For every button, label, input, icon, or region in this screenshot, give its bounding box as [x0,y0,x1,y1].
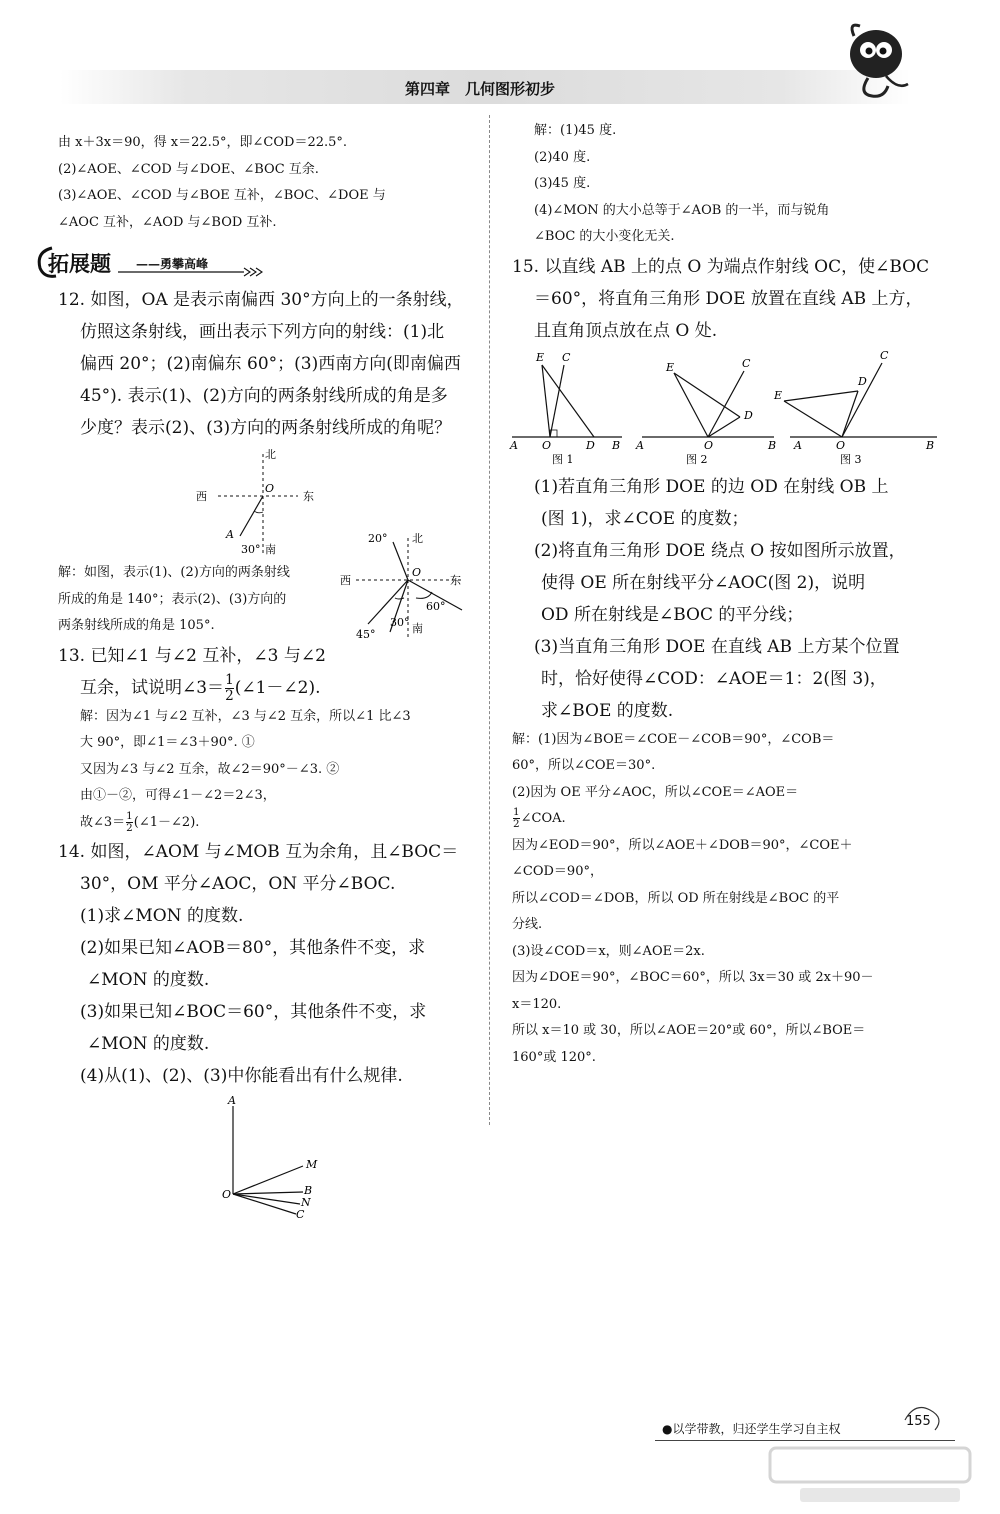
fig-label-b: B [612,438,621,452]
q12-line: 偏西 20°；(2)南偏东 60°；(3)西南方向(即南偏西 [80,354,461,374]
fraction [513,807,520,830]
fig-label-m: M [306,1158,318,1171]
q13-line: 13. 已知∠1 与∠2 互补，∠3 与∠2 [58,645,326,666]
q13-solution-post: (∠1－∠2). [133,814,200,830]
frac-den: 2 [225,687,234,704]
q14-line: 30°，OM 平分∠AOC，ON 平分∠BOC. [80,874,396,894]
fig-caption-3: 图 3 [840,452,862,466]
fig-label-west: 西 [340,574,351,587]
q12-solution-figure [338,528,473,648]
q13-solution-line: 又因为∠3 与∠2 互余，故∠2＝90°－∠3. ② [80,761,340,777]
q13-line-post: (∠1－∠2). [234,677,321,698]
fig-label-a: A [510,438,518,452]
q15-solution-line: 所以∠COD＝∠DOB，所以 OD 所在射线是∠BOC 的平 [512,890,840,906]
cont-line: ∠AOC 互补，∠AOD 与∠BOD 互补. [58,214,277,230]
fig-label-d: D [744,408,753,422]
q15-line: 15. 以直线 AB 上的点 O 为端点作射线 OC，使∠BOC [512,256,930,277]
fig-label-c: C [562,350,571,364]
q14-item: ∠MON 的度数. [87,1034,210,1054]
page-number: 155 [906,1414,931,1429]
q12-solution-line: 解：如图，表示(1)、(2)方向的两条射线 [58,565,290,580]
fig-label-east: 东 [450,574,461,587]
q15-item: 求∠BOE 的度数. [541,700,674,721]
fig-label-o: O [704,438,714,452]
q12-solution-block [58,532,473,641]
frac-num: 1 [126,809,133,822]
frac-post: ∠COA. [520,811,566,826]
q15-solution-line: 分线. [512,917,543,932]
q13-solution-last [58,810,473,837]
q15-item: OD 所在射线是∠BOC 的平分线； [541,604,804,625]
q15-solution-line: 因为∠EOD＝90°，所以∠AOE＋∠DOB＝90°，∠COE＋ [512,837,853,853]
q15-item: (1)若直角三角形 DOE 的边 OD 在射线 OB 上 [534,476,889,497]
q12-line: 仿照这条射线，画出表示下列方向的射线：(1)北 [80,322,445,342]
q13-solution-line: 解：因为∠1 与∠2 互补，∠3 与∠2 互余，所以∠1 比∠3 [80,708,411,724]
fig-label-30: 30° [390,616,410,629]
q13-solution-line: 大 90°，即∠1＝∠3＋90°. ① [80,735,255,750]
fig-label-e: E [774,388,783,402]
q15-solution-line: 解：(1)因为∠BOE＝∠COE－∠COB＝90°，∠COB＝ [512,731,835,747]
q15-item: 时，恰好使得∠COD：∠AOE＝1：2(图 3)， [541,668,887,689]
fig-label-e: E [536,350,545,364]
q15-line: 且直角顶点放在点 O 处. [534,320,718,341]
q14-solution-line: (2)40 度. [534,149,591,165]
fraction [225,673,234,703]
fig-label-o: O [222,1188,232,1201]
fig-label-north: 北 [412,532,423,545]
section-heading [38,246,473,280]
fig-label-angle: 30° [241,543,261,556]
q15-solution-line: 60°，所以∠COE＝30°. [512,758,656,773]
left-column [48,130,473,1221]
fig-label-60: 60° [426,600,446,613]
frac-den: 2 [513,818,520,830]
q12-line: 12. 如图，OA 是表示南偏西 30°方向上的一条射线， [58,290,464,310]
fig-label-c: C [880,348,889,362]
frac-num: 1 [225,672,234,689]
fig-label-b: B [768,438,777,452]
footer-slogan: ●以学带教，归还学生学习自主权 [662,1422,841,1436]
q14-item: (4)从(1)、(2)、(3)中你能看出有什么规律. [80,1066,403,1086]
q15-item: (3)当直角三角形 DOE 在直线 AB 上方某个位置 [534,636,900,657]
fig-label-south: 南 [412,622,423,635]
q12-solution-line: 所成的角是 140°；表示(2)、(3)方向的 [58,591,287,607]
q13-line-2 [58,672,473,704]
frac-num: 1 [513,806,520,819]
q14-solution-line: (3)45 度. [534,176,591,191]
q15-solution-line: x＝120. [512,996,562,1012]
q15-solution-line: (3)设∠COD＝x，则∠AOE＝2x. [512,943,705,959]
q12-line: 45°). 表示(1)、(2)方向的两条射线所成的角是多 [80,386,448,406]
fig-label-20: 20° [368,532,388,545]
q14-figure [58,1094,473,1219]
q15-solution-frac-line [512,806,947,833]
q12-line: 少度？表示(2)、(3)方向的两条射线所成的角呢？ [80,418,452,438]
fig-label-o: O [836,438,846,452]
fig-label-a: A [228,1094,236,1107]
page-corner-swirl-icon [900,1400,950,1440]
q14-solution-line: 解：(1)45 度. [534,123,617,138]
section-subtitle: ——勇攀高峰 [136,257,209,271]
frac-den: 2 [126,821,133,834]
q15-solution-line: 160°或 120°. [512,1049,596,1065]
q15-solution-line: 所以 x＝10 或 30，所以∠AOE＝20°或 60°，所以∠BOE＝ [512,1023,866,1038]
fig-label-e: E [666,360,675,374]
fig-label-d: D [858,374,867,388]
q13-solution-line: 由①－②，可得∠1－∠2＝2∠3， [80,788,276,803]
q15-item: 使得 OE 所在射线平分∠AOC(图 2)，说明 [541,572,866,593]
fig-label-o: O [412,566,422,579]
fig-caption-1: 图 1 [552,452,574,466]
section-title: 拓展题 [48,252,111,276]
q14-line: 14. 如图，∠AOM 与∠MOB 互为余角，且∠BOC＝ [58,842,459,862]
fraction [126,811,133,834]
fig-label-b: B [926,438,935,452]
cont-line: 由 x＋3x＝90，得 x＝22.5°，即∠COD＝22.5°. [58,135,348,150]
q13-line-pre: 互余，试说明∠3＝ [80,677,225,698]
fig-label-north: 北 [265,448,276,461]
q15-solution-line: (2)因为 OE 平分∠AOC，所以∠COE＝∠AOE＝ [512,784,799,800]
fig-caption-2: 图 2 [686,452,708,466]
fig-label-c: C [296,1208,305,1221]
q12-solution-line: 两条射线所成的角是 105°. [58,618,215,633]
cont-line: (3)∠AOE、∠COD 与∠BOE 互补，∠BOC、∠DOE 与 [58,188,386,203]
q13-solution-pre: 故∠3＝ [80,814,126,830]
q15-item: (图 1)，求∠COE 的度数； [541,508,749,529]
fig-label-45: 45° [356,628,376,641]
fig-label-o: O [542,438,552,452]
q15-item: (2)将直角三角形 DOE 绕点 O 按如图所示放置， [534,540,906,561]
fig-label-c: C [742,356,751,370]
q14-item: (3)如果已知∠BOC＝60°，其他条件不变，求 [80,1002,427,1022]
chapter-title: 第四章 几何图形初步 [404,80,555,98]
fig-label-d: D [586,438,595,452]
q14-item: ∠MON 的度数. [87,970,210,990]
cont-line: (2)∠AOE、∠COD 与∠DOE、∠BOC 互余. [58,161,319,177]
fig-label-west: 西 [196,490,207,503]
q14-solution-line: ∠BOC 的大小变化无关. [534,229,675,244]
q15-solution-line: 因为∠DOE＝90°，∠BOC＝60°，所以 3x＝30 或 2x＋90－ [512,970,874,985]
q15-figures [512,349,947,469]
q14-item: (1)求∠MON 的度数. [80,906,244,926]
fig-label-n: N [301,1196,311,1209]
fig-label-a: A [636,438,644,452]
right-column [512,118,947,1071]
q15-line: ＝60°，将直角三角形 DOE 放置在直线 AB 上方， [534,288,923,309]
column-divider [489,115,490,1125]
fig-label-o: O [265,482,275,495]
fig-label-east: 东 [303,490,314,503]
fig-label-a: A [794,438,802,452]
fig-label-b: B [304,1184,313,1197]
q14-solution-line: (4)∠MON 的大小总等于∠AOB 的一半，而与锐角 [534,202,830,218]
q14-item: (2)如果已知∠AOB＝80°，其他条件不变，求 [80,938,426,958]
fig-label-south: 南 [265,543,276,556]
mascot-icon [838,14,918,102]
q15-solution-line: ∠COD＝90°， [512,864,603,879]
fig-label-a: A [226,528,234,541]
watermark-logo [760,1440,990,1510]
